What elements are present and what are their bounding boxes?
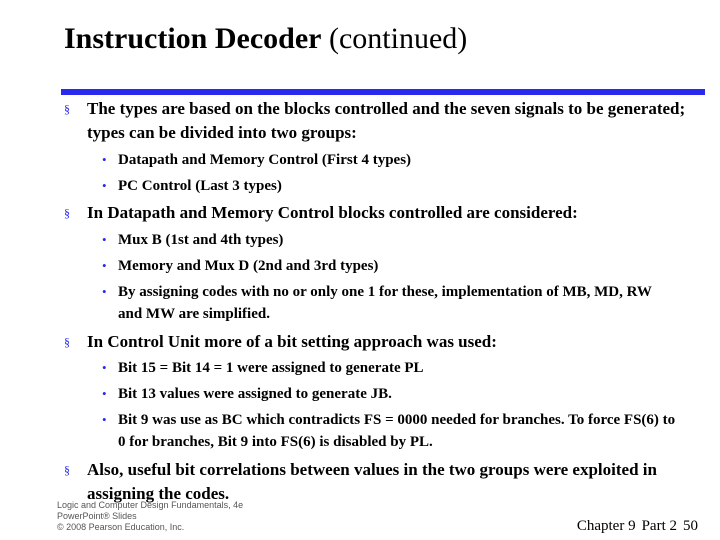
bullet-text: By assigning codes with no or only one 1 for these, implementation of MB, MD, RW and MW are simplified. bbox=[118, 284, 652, 322]
section-bullet-icon: § bbox=[64, 206, 70, 220]
bullet-level1 bbox=[64, 330, 687, 354]
footer-line: Logic and Computer Design Fundamentals, 4e bbox=[57, 500, 244, 510]
dot-bullet-icon: • bbox=[102, 360, 107, 375]
footer-copyright bbox=[57, 500, 243, 533]
bullet-text: The types are based on the blocks controlled and the seven signals to be generated; types can be divided into two groups: bbox=[87, 99, 686, 142]
bullet-level2 bbox=[102, 229, 678, 251]
bullet-level2 bbox=[102, 409, 678, 453]
dot-bullet-icon: • bbox=[102, 152, 107, 167]
bullet-level2 bbox=[102, 175, 678, 197]
bullet-text: Bit 13 values were assigned to generate JB. bbox=[118, 386, 392, 402]
title-underline bbox=[61, 89, 705, 95]
footer-line: PowerPoint® Slides bbox=[57, 511, 137, 521]
dot-bullet-icon: • bbox=[102, 178, 107, 193]
bullet-text: Memory and Mux D (2nd and 3rd types) bbox=[118, 258, 379, 274]
dot-bullet-icon: • bbox=[102, 258, 107, 273]
section-bullet-icon: § bbox=[64, 335, 70, 349]
bullet-level2 bbox=[102, 383, 678, 405]
chapter-label: Chapter 9 bbox=[576, 518, 636, 534]
bullet-level1 bbox=[64, 97, 687, 145]
dot-bullet-icon: • bbox=[102, 412, 107, 427]
dot-bullet-icon: • bbox=[102, 386, 107, 401]
bullet-text: Also, useful bit correlations between values in the two groups were exploited in assigning the codes. bbox=[87, 460, 657, 503]
page-number: 50 bbox=[683, 518, 698, 534]
section-bullet-icon: § bbox=[64, 463, 70, 477]
dot-bullet-icon: • bbox=[102, 232, 107, 247]
bullet-level2 bbox=[102, 255, 678, 277]
bullet-text: In Control Unit more of a bit setting approach was used: bbox=[87, 332, 497, 351]
bullet-text: Mux B (1st and 4th types) bbox=[118, 232, 284, 248]
dot-bullet-icon: • bbox=[102, 284, 107, 299]
section-bullet-icon: § bbox=[64, 102, 70, 116]
bullet-level2 bbox=[102, 281, 678, 325]
bullet-level1 bbox=[64, 201, 687, 225]
slide-title-main: Instruction Decoder bbox=[64, 22, 322, 55]
bullet-text: PC Control (Last 3 types) bbox=[118, 178, 282, 194]
bullet-level1 bbox=[64, 458, 687, 506]
slide-title bbox=[64, 22, 467, 56]
bullet-level2 bbox=[102, 357, 678, 379]
part-label: Part 2 bbox=[641, 518, 677, 534]
footer-line: © 2008 Pearson Education, Inc. bbox=[57, 522, 185, 532]
bullet-text: Datapath and Memory Control (First 4 types) bbox=[118, 152, 412, 168]
bullet-text: Bit 9 was use as BC which contradicts FS = 0000 needed for branches. To force FS(6) to 0 for branches, Bit 9 into FS(6) is disabled by PL. bbox=[118, 412, 676, 450]
footer-page-info bbox=[571, 518, 698, 535]
slide-title-suffix: (continued) bbox=[321, 22, 468, 55]
bullet-level2 bbox=[102, 149, 678, 171]
bullet-text: In Datapath and Memory Control blocks controlled are considered: bbox=[87, 203, 578, 222]
bullet-text: Bit 15 = Bit 14 = 1 were assigned to generate PL bbox=[118, 360, 424, 376]
